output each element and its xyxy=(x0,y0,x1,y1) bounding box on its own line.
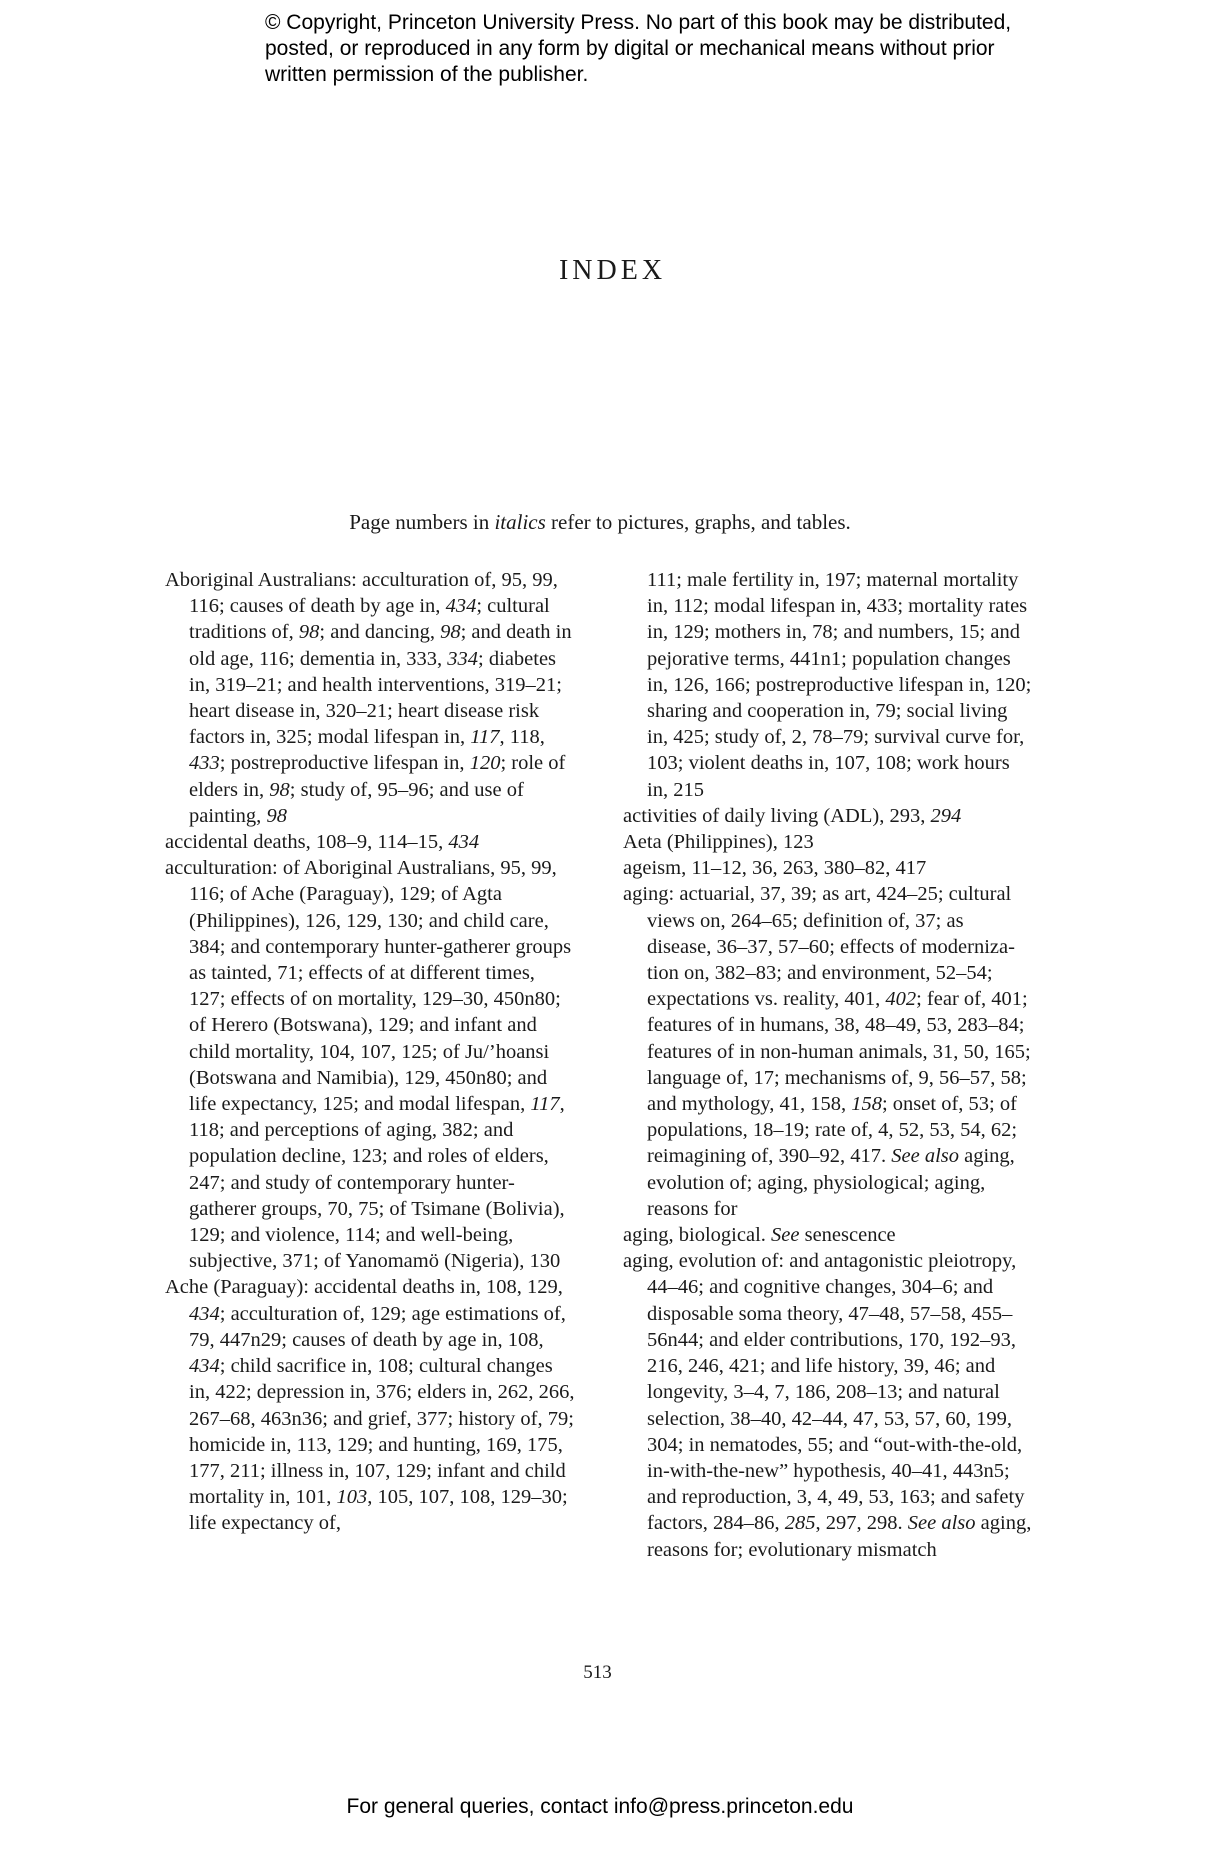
index-entry-text: 434 xyxy=(189,1302,220,1325)
index-entry-text: 103 xyxy=(336,1486,368,1509)
index-entry-text: 434 xyxy=(445,595,477,618)
index-entry-text: ; social living in, 425; study of, 2, 78–79; survival curve for, xyxy=(647,700,1025,749)
index-entry-text: ; sharing and cooperation in, xyxy=(647,673,1032,723)
index-entry-text: See xyxy=(771,1224,800,1247)
index-column-right xyxy=(623,567,1033,1563)
index-entry xyxy=(623,1222,1033,1248)
index-entry-text: 117 xyxy=(530,1093,560,1116)
index-entry xyxy=(623,567,1033,803)
index-entry-text: aging: actuarial, 37, 39; as art, 424–25; cultural views on, 264–65; definition of, 37; as disease, 36–37, 57–60; effects of modernization on, 382–83; and environment, 52–54; expectations vs. reality, 401, xyxy=(623,883,1015,1011)
index-entry-text: aging, evolution of; aging, physiological; aging, reasons for xyxy=(647,1145,1015,1220)
index-entry-text: Aboriginal Australians: acculturation of, 95, 99, 116; causes of death by age in, xyxy=(165,569,558,618)
index-entry-text: 294 xyxy=(930,804,962,827)
index-entry-text: ; role of elders in, xyxy=(189,752,566,801)
index-entry-text: aging, reasons for; evolutionary mismatch xyxy=(647,1512,1032,1561)
index-entry xyxy=(623,881,1033,1222)
index-entry-text: 402 xyxy=(885,988,917,1011)
page-number: 513 xyxy=(583,1662,612,1683)
index-entry-text: 285 xyxy=(784,1512,816,1535)
index-entry-text: ; child sacrifice in, 108; cultural changes in, 422; depression in, 376; elders in, 262, 266, 267–68, 463n36; and grief, 377; history of, 79; homicide in, 113, 129; and hunting, 169, 175, 177, 211; illness in, 107, 129; infant and child mortality in, 101, xyxy=(189,1355,575,1509)
index-entry-text: ; diabetes in, 319–21; and health interventions, 319–21; heart disease in, 320–21; heart disease risk factors in, 325; modal lifespan in, xyxy=(189,647,562,749)
index-entry-text: , 118; and perceptions of aging, 382; and population decline, 123; and roles of elders, 247; and study of contemporary hunter-gatherer groups, 70, 75; of Tsimane (Bolivia), 129; and violence, 114; and well-being, subjective, 371; of Yanomamö (Nigeria), 130 xyxy=(189,1093,565,1273)
index-entry xyxy=(165,1274,575,1536)
index-entry-text: 111 xyxy=(647,569,677,591)
index-entry xyxy=(623,803,1033,829)
index-entry-text: 434 xyxy=(189,1355,220,1378)
index-entry-text: 103 xyxy=(647,752,678,775)
index-entry-text: aging, evolution of: and antagonistic pleiotropy, 44–46; and cognitive changes, 304–6; and disposable soma theory, 47–48, 57–58, 455–56n44; and elder contributions, 170, 192–93, 216, 246, 421; and life history, 39, 46; and longevity, 3–4, 7, 186, 208–13; and natural selection, 38–40, 42–44, 47, 53, 57, 60, 199, 304; in nematodes, 55; and “out-with-the-old, in-with-the-new” hypothesis, 40–41, 443n5; and reproduction, 3, 4, 49, 53, 163; and safety factors, 284–86, xyxy=(623,1250,1025,1535)
index-entry-text: ; male fertility in, 197; maternal mortality in, 112; modal lifespan in, xyxy=(647,569,1019,618)
index-entry-text: Aeta (Philippines), 123 xyxy=(623,831,814,854)
index-entry xyxy=(623,829,1033,855)
index-entry-text: ageism, 11–12, 36, 263, 380–82, 417 xyxy=(623,857,927,880)
index-entry-text: , 297, 298. xyxy=(815,1512,908,1535)
note-text-italic: italics xyxy=(494,510,546,534)
note-text-after: refer to pictures, graphs, and tables. xyxy=(545,510,851,534)
index-entry-text: 98 xyxy=(266,804,287,827)
index-entry xyxy=(165,855,575,1274)
index-entry-text: 98 xyxy=(440,621,461,644)
index-entry-text: ; study of, 95–96; and use of painting, xyxy=(189,778,524,827)
index-entry xyxy=(165,567,575,829)
index-entry-text: ; postreproductive lifespan in, xyxy=(219,752,470,775)
index-entry-text: activities of daily living (ADL), 293, xyxy=(623,804,931,827)
index-entry-text: ; mortality rates in, 129; mothers in, xyxy=(647,595,1028,644)
index-entry-text: , 105, 107, 108, 129–30; life expectancy of, xyxy=(189,1486,568,1535)
index-entry-text: 433 xyxy=(189,752,220,775)
index-entry-text: , 118, xyxy=(499,726,545,749)
index-entry-text: 158 xyxy=(851,1093,882,1116)
index-entry-text: ; fear of, 401; features of in humans, 38, 48–49, 53, 283–84; features of in non-human animals, 31, 50, 165; language of, 17; mechanisms of, 9, 56–57, 58; and mythology, 41, 158, xyxy=(647,988,1031,1116)
index-entry xyxy=(165,829,575,855)
index-entry-text: senescence xyxy=(799,1224,896,1247)
page-title: INDEX xyxy=(558,255,667,286)
index-entry-text: 117 xyxy=(470,726,500,749)
index-entry-text: 434 xyxy=(448,831,480,854)
index-entry xyxy=(623,1248,1033,1562)
index-entry-text: ; violent deaths in, 107, 108; work hours in, 215 xyxy=(647,752,1010,801)
index-entry-text: accidental deaths, 108–9, 114–15, xyxy=(165,831,449,854)
index-entry-text: 98 xyxy=(298,621,320,644)
index-entry-text: Ache (Paraguay): accidental deaths in, 108, 129, xyxy=(165,1276,563,1299)
index-column-left xyxy=(165,567,575,1537)
index-entry-text: ; and death in old age, 116; dementia in, 333, xyxy=(189,621,572,670)
footer-contact: For general queries, contact info@press.princeton.edu xyxy=(346,1795,854,1818)
index-entry-text: ; and numbers, 15; and pejorative terms, 441n1; population changes in, 126, 166; postreproductive lifespan in, xyxy=(647,621,1020,696)
index-entry-text: ; cultural traditions of, xyxy=(189,595,550,644)
index-entry-text: 98 xyxy=(269,778,290,801)
index-entry-text: aging, biological. xyxy=(623,1224,772,1247)
copyright-notice: © Copyright, Princeton University Press. No part of this book may be distributed, posted, or reproduced in any form by digital or mechanical means without prior written permission of the publisher. xyxy=(265,11,1012,86)
index-entry-text: 334 xyxy=(447,647,479,670)
index-entry-text: 78 xyxy=(812,621,833,644)
index-entry-text: 433 xyxy=(866,595,898,618)
index-entry-text: ; and dancing, xyxy=(319,621,441,644)
index-entry-text: See also xyxy=(907,1512,976,1535)
index-entry-text: 120 xyxy=(469,752,501,775)
index-entry-text: See also xyxy=(891,1145,960,1168)
index-note xyxy=(0,510,1200,535)
index-entry-text: ; onset of, 53; of populations, 18–19; rate of, 4, 52, 53, 54, 62; reimagining of, 390–92, 417. xyxy=(647,1093,1018,1168)
index-entry xyxy=(623,855,1033,881)
index-entry-text: 79 xyxy=(875,700,896,723)
index-entry-text: acculturation: of Aboriginal Australians, 95, 99, 116; of Ache (Paraguay), 129; of Agta (Philippines), 126, 129, 130; and child care, 384; and contemporary hunter-gatherer groups as tainted, 71; effects of at different times, 127; effects of on mortality, 129–30, 450n80; of Herero (Botswana), 129; and infant and child mortality, 104, 107, 125; of Ju/’hoansi (Botswana and Namibia), 129, 450n80; and life expectancy, 125; and modal lifespan, xyxy=(165,857,572,1116)
index-entry-text: 120 xyxy=(994,673,1026,696)
note-text-before: Page numbers in xyxy=(349,510,495,534)
index-entry-text: ; acculturation of, 129; age estimations of, 79, 447n29; causes of death by age in, 108, xyxy=(189,1302,566,1351)
